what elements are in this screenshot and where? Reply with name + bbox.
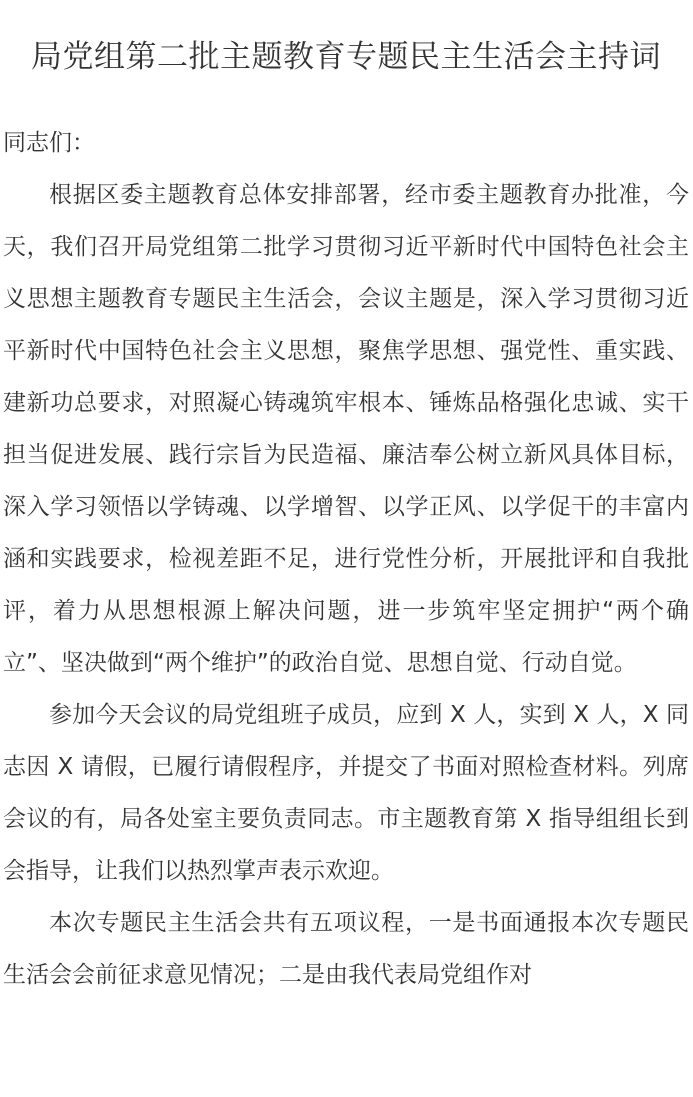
paragraph-attendance: 参加今天会议的局党组班子成员，应到 X 人，实到 X 人，X 同志因 X 请假，已履行请假程序，并提交了书面对照检查材料。列席会议的有，局各处室主要负责同志。市主题教育第 X 指导组组长到会指导，让我们以热烈掌声表示欢迎。 <box>3 702 689 884</box>
paragraph-agenda: 本次专题民主生活会共有五项议程，一是书面通报本次专题民生活会会前征求意见情况；二是由我代表局党组作对 <box>3 910 689 988</box>
paragraph-opening: 根据区委主题教育总体安排部署，经市委主题教育办批准，今天，我们召开局党组第二批学习贯彻习近平新时代中国特色社会主义思想主题教育专题民主生活会，会议主题是，深入学习贯彻习近平新时代中国特色社会主义思想，聚焦学思想、强党性、重实践、建新功总要求，对照凝心铸魂筑牢根本、锤炼品格强化忠诚、实干担当促进发展、践行宗旨为民造福、廉洁奉公树立新风具体目标，深入学习领悟以学铸魂、以学增智、以学正风、以学促干的丰富内涵和实践要求，检视差距不足，进行党性分析，开展批评和自我批评，着力从思想根源上解决问题，进一步筑牢坚定拥护“两个确立”、坚决做到“两个维护”的政治自觉、思想自觉、行动自觉。 <box>3 182 689 676</box>
salutation: 同志们： <box>3 130 95 156</box>
document-title: 局党组第二批主题教育专题民主生活会主持词 <box>31 39 661 75</box>
